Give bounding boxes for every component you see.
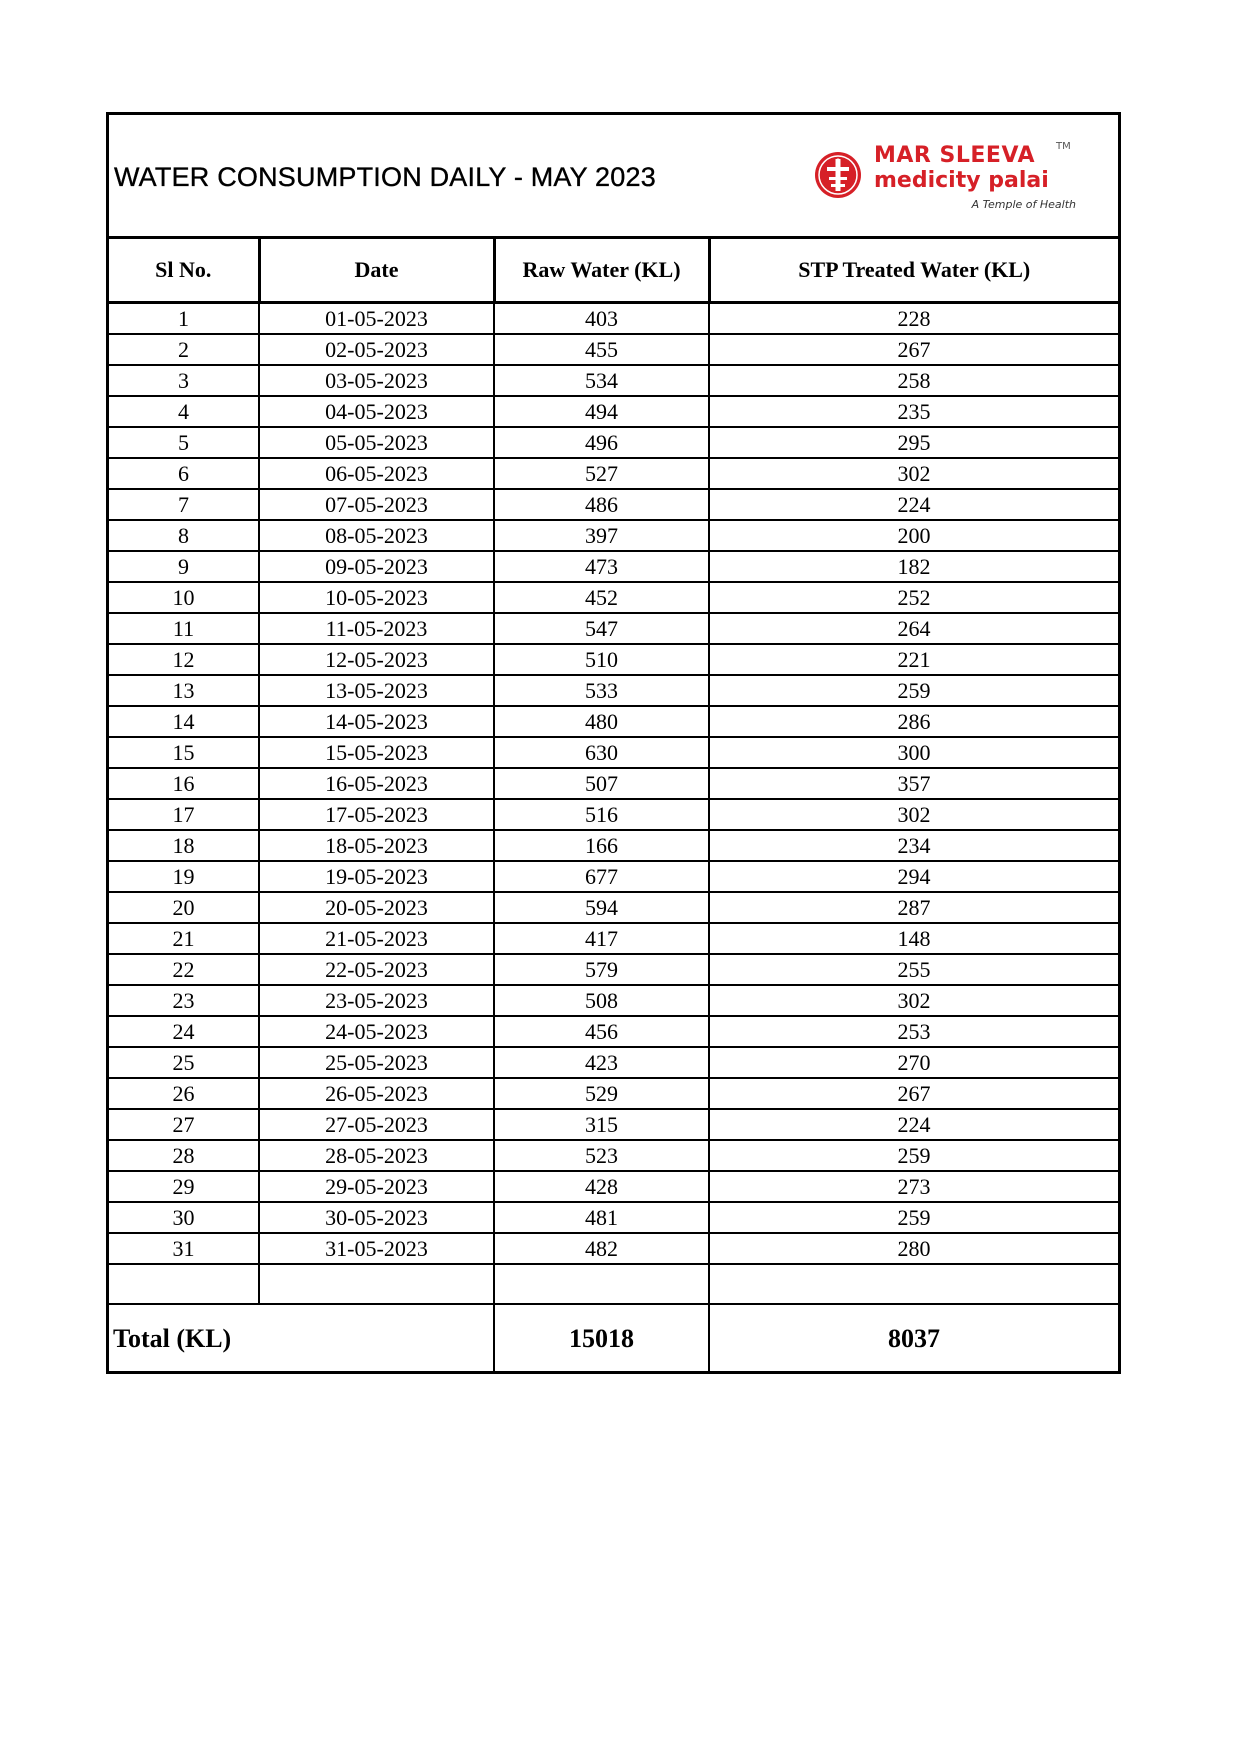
blank-cell <box>494 1264 709 1304</box>
cell-date: 22-05-2023 <box>259 954 494 985</box>
table-row <box>109 799 1118 830</box>
table-row <box>109 582 1118 613</box>
cell-sl-no: 4 <box>109 396 259 427</box>
cell-date: 23-05-2023 <box>259 985 494 1016</box>
cell-stp-water: 224 <box>709 1109 1118 1140</box>
logo-trademark: TM <box>1056 141 1071 152</box>
table-row <box>109 396 1118 427</box>
cell-stp-water: 273 <box>709 1171 1118 1202</box>
table-row <box>109 892 1118 923</box>
cell-stp-water: 267 <box>709 1078 1118 1109</box>
table-row <box>109 644 1118 675</box>
cell-raw-water: 166 <box>494 830 709 861</box>
cell-stp-water: 228 <box>709 303 1118 335</box>
cell-raw-water: 547 <box>494 613 709 644</box>
cell-date: 25-05-2023 <box>259 1047 494 1078</box>
header-sl-no: Sl No. <box>109 239 259 303</box>
cell-stp-water: 270 <box>709 1047 1118 1078</box>
table-row <box>109 489 1118 520</box>
cell-date: 05-05-2023 <box>259 427 494 458</box>
cell-raw-water: 482 <box>494 1233 709 1264</box>
cell-raw-water: 510 <box>494 644 709 675</box>
cell-sl-no: 15 <box>109 737 259 768</box>
table-row <box>109 954 1118 985</box>
cell-stp-water: 259 <box>709 1140 1118 1171</box>
header-date: Date <box>259 239 494 303</box>
cell-date: 20-05-2023 <box>259 892 494 923</box>
table-row <box>109 1202 1118 1233</box>
cell-sl-no: 3 <box>109 365 259 396</box>
cell-date: 13-05-2023 <box>259 675 494 706</box>
table-row <box>109 458 1118 489</box>
cell-date: 17-05-2023 <box>259 799 494 830</box>
cell-sl-no: 13 <box>109 675 259 706</box>
blank-cell <box>109 1264 259 1304</box>
cell-sl-no: 21 <box>109 923 259 954</box>
cell-sl-no: 31 <box>109 1233 259 1264</box>
total-label: Total (KL) <box>109 1304 494 1371</box>
total-stp-water: 8037 <box>888 1323 940 1353</box>
table-row <box>109 1233 1118 1264</box>
total-raw-water: 15018 <box>494 1304 709 1371</box>
cell-stp-water: 234 <box>709 830 1118 861</box>
table-row <box>109 1140 1118 1171</box>
cell-stp-water: 259 <box>709 1202 1118 1233</box>
cell-stp-water: 294 <box>709 861 1118 892</box>
cell-stp-water: 302 <box>709 985 1118 1016</box>
cell-date: 16-05-2023 <box>259 768 494 799</box>
cell-stp-water: 259 <box>709 675 1118 706</box>
blank-cell <box>709 1264 1118 1304</box>
cell-raw-water: 481 <box>494 1202 709 1233</box>
cell-stp-water: 295 <box>709 427 1118 458</box>
cell-sl-no: 18 <box>109 830 259 861</box>
cell-date: 07-05-2023 <box>259 489 494 520</box>
cell-raw-water: 456 <box>494 1016 709 1047</box>
cell-date: 12-05-2023 <box>259 644 494 675</box>
cell-raw-water: 534 <box>494 365 709 396</box>
table-row <box>109 861 1118 892</box>
table-row <box>109 675 1118 706</box>
cell-stp-water: 255 <box>709 954 1118 985</box>
cell-sl-no: 24 <box>109 1016 259 1047</box>
cell-date: 09-05-2023 <box>259 551 494 582</box>
cell-stp-water: 302 <box>709 799 1118 830</box>
cell-stp-water: 287 <box>709 892 1118 923</box>
table-row <box>109 427 1118 458</box>
title-row <box>109 115 1118 239</box>
cell-sl-no: 25 <box>109 1047 259 1078</box>
cell-date: 14-05-2023 <box>259 706 494 737</box>
cell-sl-no: 2 <box>109 334 259 365</box>
cell-raw-water: 677 <box>494 861 709 892</box>
cell-stp-water: 300 <box>709 737 1118 768</box>
cell-date: 24-05-2023 <box>259 1016 494 1047</box>
cell-sl-no: 16 <box>109 768 259 799</box>
cell-date: 11-05-2023 <box>259 613 494 644</box>
cell-date: 08-05-2023 <box>259 520 494 551</box>
cell-date: 19-05-2023 <box>259 861 494 892</box>
cell-stp-water: 200 <box>709 520 1118 551</box>
table-row <box>109 1109 1118 1140</box>
cell-sl-no: 7 <box>109 489 259 520</box>
cell-raw-water: 480 <box>494 706 709 737</box>
cell-stp-water: 148 <box>709 923 1118 954</box>
cell-raw-water: 529 <box>494 1078 709 1109</box>
table-row <box>109 1016 1118 1047</box>
table-row <box>109 1078 1118 1109</box>
table-row <box>109 520 1118 551</box>
cell-stp-water: 267 <box>709 334 1118 365</box>
document-title: WATER CONSUMPTION DAILY - MAY 2023 <box>114 162 656 192</box>
cell-sl-no: 11 <box>109 613 259 644</box>
cell-date: 29-05-2023 <box>259 1171 494 1202</box>
cell-raw-water: 428 <box>494 1171 709 1202</box>
table-row <box>109 551 1118 582</box>
total-row <box>109 1304 1118 1371</box>
header-raw-water: Raw Water (KL) <box>494 239 709 303</box>
cross-emblem-icon <box>814 151 862 199</box>
cell-stp-water: 286 <box>709 706 1118 737</box>
blank-cell <box>259 1264 494 1304</box>
cell-raw-water: 507 <box>494 768 709 799</box>
cell-sl-no: 8 <box>109 520 259 551</box>
table-body <box>109 303 1118 1265</box>
cell-date: 02-05-2023 <box>259 334 494 365</box>
cell-sl-no: 27 <box>109 1109 259 1140</box>
cell-date: 26-05-2023 <box>259 1078 494 1109</box>
cell-stp-water: 264 <box>709 613 1118 644</box>
cell-date: 27-05-2023 <box>259 1109 494 1140</box>
cell-date: 21-05-2023 <box>259 923 494 954</box>
cell-stp-water: 182 <box>709 551 1118 582</box>
cell-sl-no: 20 <box>109 892 259 923</box>
cell-sl-no: 14 <box>109 706 259 737</box>
cell-sl-no: 1 <box>109 303 259 335</box>
cell-sl-no: 10 <box>109 582 259 613</box>
consumption-table <box>109 239 1118 1371</box>
cell-raw-water: 508 <box>494 985 709 1016</box>
cell-sl-no: 6 <box>109 458 259 489</box>
cell-raw-water: 594 <box>494 892 709 923</box>
table-row <box>109 1047 1118 1078</box>
cell-sl-no: 28 <box>109 1140 259 1171</box>
table-row <box>109 923 1118 954</box>
table-row <box>109 334 1118 365</box>
table-row <box>109 613 1118 644</box>
cell-stp-water: 280 <box>709 1233 1118 1264</box>
cell-raw-water: 527 <box>494 458 709 489</box>
cell-raw-water: 516 <box>494 799 709 830</box>
cell-raw-water: 486 <box>494 489 709 520</box>
cell-sl-no: 19 <box>109 861 259 892</box>
cell-sl-no: 23 <box>109 985 259 1016</box>
hospital-logo <box>814 141 1076 213</box>
cell-raw-water: 315 <box>494 1109 709 1140</box>
table-row <box>109 768 1118 799</box>
cell-raw-water: 496 <box>494 427 709 458</box>
cell-sl-no: 29 <box>109 1171 259 1202</box>
cell-raw-water: 455 <box>494 334 709 365</box>
table-row <box>109 303 1118 335</box>
cell-date: 31-05-2023 <box>259 1233 494 1264</box>
cell-date: 01-05-2023 <box>259 303 494 335</box>
table-row <box>109 706 1118 737</box>
cell-date: 06-05-2023 <box>259 458 494 489</box>
table-row <box>109 737 1118 768</box>
cell-raw-water: 423 <box>494 1047 709 1078</box>
cell-raw-water: 397 <box>494 520 709 551</box>
cell-stp-water: 252 <box>709 582 1118 613</box>
cell-raw-water: 630 <box>494 737 709 768</box>
cell-stp-water: 258 <box>709 365 1118 396</box>
cell-stp-water: 302 <box>709 458 1118 489</box>
cell-raw-water: 417 <box>494 923 709 954</box>
logo-name: MAR SLEEVA <box>874 143 1035 168</box>
table-header-row <box>109 239 1118 303</box>
cell-stp-water: 235 <box>709 396 1118 427</box>
cell-sl-no: 22 <box>109 954 259 985</box>
table-row <box>109 365 1118 396</box>
cell-raw-water: 494 <box>494 396 709 427</box>
blank-row <box>109 1264 1118 1304</box>
table-row <box>109 985 1118 1016</box>
cell-stp-water: 221 <box>709 644 1118 675</box>
cell-stp-water: 357 <box>709 768 1118 799</box>
table-row <box>109 830 1118 861</box>
cell-raw-water: 533 <box>494 675 709 706</box>
cell-date: 28-05-2023 <box>259 1140 494 1171</box>
cell-raw-water: 579 <box>494 954 709 985</box>
cell-date: 03-05-2023 <box>259 365 494 396</box>
cell-stp-water: 253 <box>709 1016 1118 1047</box>
cell-raw-water: 473 <box>494 551 709 582</box>
cell-date: 30-05-2023 <box>259 1202 494 1233</box>
cell-sl-no: 5 <box>109 427 259 458</box>
header-stp-water: STP Treated Water (KL) <box>709 239 1118 303</box>
cell-raw-water: 403 <box>494 303 709 335</box>
cell-date: 15-05-2023 <box>259 737 494 768</box>
cell-sl-no: 30 <box>109 1202 259 1233</box>
cell-sl-no: 17 <box>109 799 259 830</box>
table-row <box>109 1171 1118 1202</box>
cell-raw-water: 452 <box>494 582 709 613</box>
cell-sl-no: 12 <box>109 644 259 675</box>
cell-sl-no: 26 <box>109 1078 259 1109</box>
cell-date: 18-05-2023 <box>259 830 494 861</box>
logo-tagline: A Temple of Health <box>971 198 1076 211</box>
logo-subname: medicity palai <box>874 168 1049 193</box>
consumption-sheet <box>106 112 1121 1374</box>
cell-raw-water: 523 <box>494 1140 709 1171</box>
cell-sl-no: 9 <box>109 551 259 582</box>
cell-date: 04-05-2023 <box>259 396 494 427</box>
cell-stp-water: 224 <box>709 489 1118 520</box>
cell-date: 10-05-2023 <box>259 582 494 613</box>
